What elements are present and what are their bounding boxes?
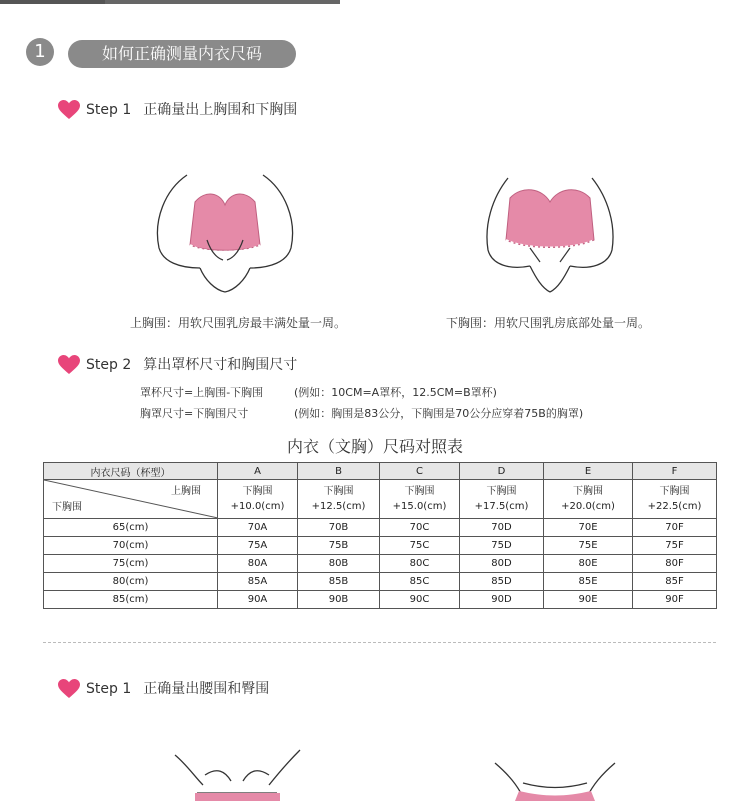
heart-icon: [58, 100, 80, 120]
cup-header: E: [544, 463, 633, 480]
offset-cell: 下胸围 +22.5(cm): [633, 480, 717, 519]
table-subheader-row: [44, 480, 717, 519]
section-title: 如何正确测量内衣尺码: [68, 40, 296, 68]
hip-illustration: [475, 745, 635, 801]
table-row: 75(cm) 80A 80B 80C 80D 80E 80F: [44, 555, 717, 573]
band-example: (例如：胸围是83公分，下胸围是70公分应穿着75B的胸罩): [294, 407, 584, 420]
diag-top-label: 上胸围: [171, 486, 201, 497]
cup-formula: 罩杯尺寸=上胸围-下胸围: [140, 386, 264, 399]
offset-cell: 下胸围 +17.5(cm): [460, 480, 544, 519]
table-row: 85(cm) 90A 90B 90C 90D 90E 90F: [44, 591, 717, 609]
step1-heading: [58, 99, 297, 120]
top-divider: [0, 0, 340, 4]
offset-cell: 下胸围 +20.0(cm): [544, 480, 633, 519]
step2-heading: [58, 354, 297, 375]
step-number: Step 1: [86, 681, 132, 697]
step-number: Step 2: [86, 357, 132, 373]
table-header-row: [44, 463, 717, 480]
lower-bust-caption: 下胸围：用软尺围乳房底部处量一周。: [446, 316, 651, 330]
upper-bust-caption: 上胸围：用软尺围乳房最丰满处量一周。: [130, 316, 347, 330]
cup-header: B: [298, 463, 380, 480]
cup-header: C: [380, 463, 460, 480]
step-waist-heading: [58, 678, 269, 699]
cup-header: F: [633, 463, 717, 480]
heart-icon: [58, 679, 80, 699]
table-row: 65(cm) 70A 70B 70C 70D 70E 70F: [44, 519, 717, 537]
step-text: 正确量出上胸围和下胸围: [143, 102, 298, 118]
offset-cell: 下胸围 +15.0(cm): [380, 480, 460, 519]
step-text: 正确量出腰围和臀围: [143, 681, 270, 697]
step-text: 算出罩杯尺寸和胸围尺寸: [143, 357, 298, 373]
corner-label: 内衣尺码（杯型）: [44, 463, 218, 480]
size-table-title: 内衣（文胸）尺码对照表: [286, 437, 463, 456]
offset-cell: 下胸围 +10.0(cm): [218, 480, 298, 519]
offset-cell: 下胸围 +12.5(cm): [298, 480, 380, 519]
section-divider: [43, 642, 716, 643]
heart-icon: [58, 355, 80, 375]
step-number: Step 1: [86, 102, 132, 118]
diagonal-header-cell: [44, 480, 218, 519]
upper-bust-illustration: [145, 170, 305, 295]
cup-header: A: [218, 463, 298, 480]
waist-illustration: [165, 745, 310, 801]
table-row: 70(cm) 75A 75B 75C 75D 75E 75F: [44, 537, 717, 555]
cup-example: (例如：10CM=A罩杯，12.5CM=B罩杯): [294, 386, 497, 399]
table-row: 80(cm) 85A 85B 85C 85D 85E 85F: [44, 573, 717, 591]
diag-bottom-label: 下胸围: [52, 502, 82, 513]
size-chart-table: [43, 462, 717, 609]
section-number-badge: 1: [26, 38, 54, 66]
lower-bust-illustration: [470, 170, 630, 295]
cup-header: D: [460, 463, 544, 480]
band-formula: 胸罩尺寸=下胸围尺寸: [140, 407, 249, 420]
